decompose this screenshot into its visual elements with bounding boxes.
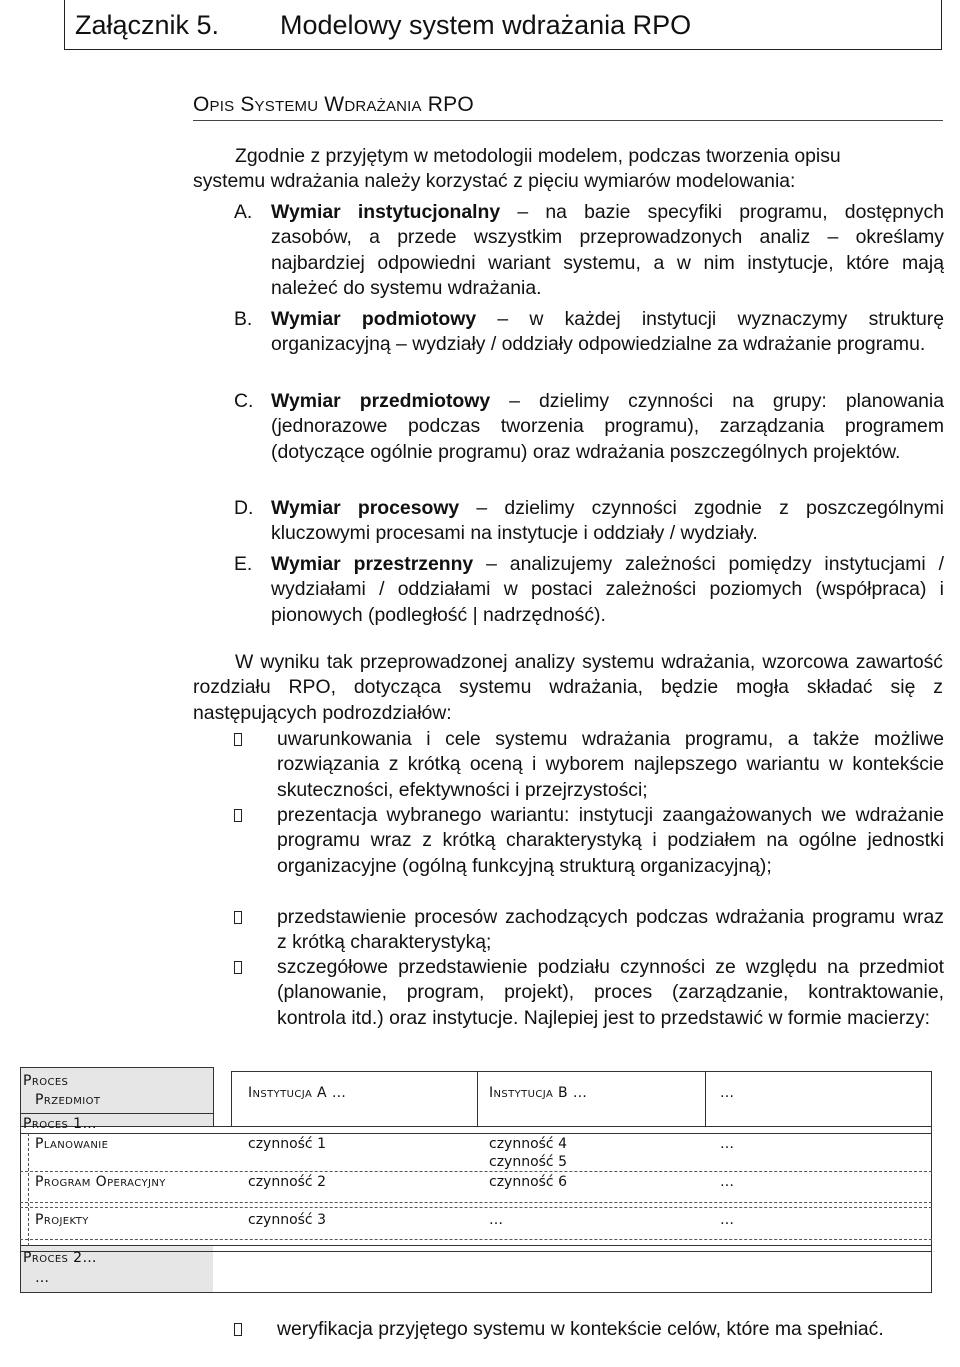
- matrix-cell: czynność 2: [248, 1174, 326, 1190]
- matrix-cell: …: [720, 1136, 734, 1152]
- dimension-text: – dzielimy czynności zgodnie z poszczególnymi kluczowymi procesami na instytucje i oddziały / wydziały.: [271, 497, 944, 545]
- matrix-col-institution-b: Instytucja B …: [489, 1085, 588, 1101]
- matrix-row-program: Program Operacyjny: [35, 1174, 166, 1190]
- matrix-divider: [213, 1067, 214, 1127]
- bullet-text: przedstawienie procesów zachodzących podczas wdrażania programu wraz z krótką charakterystyką;: [277, 906, 944, 954]
- bullet-item-final: [234, 1317, 944, 1342]
- matrix-row-planning: Planowanie: [35, 1136, 109, 1152]
- matrix-process-more: …: [35, 1270, 49, 1286]
- appendix-title-box: [64, 0, 942, 50]
- matrix-row-divider: [20, 1239, 932, 1240]
- matrix-divider: [20, 1245, 932, 1246]
- bullet-text: prezentacja wybranego wariantu: instytucji zaangażowanych we wdrażanie programu wraz z krótką charakterystyką i podziałem na ogólne jednostki organizacyjne (ogólną funkcyjną strukturą organizacyjną);: [277, 804, 944, 877]
- matrix-border: [20, 1067, 213, 1068]
- matrix-divider: [20, 1251, 932, 1252]
- bullet-marker-icon: [234, 809, 242, 822]
- matrix-process-1: Proces 1…: [23, 1116, 97, 1132]
- dimension-name: Wymiar przedmiotowy: [271, 390, 491, 412]
- matrix-divider: [20, 1126, 932, 1127]
- intro-paragraph: [193, 144, 943, 195]
- bullet-item: [234, 905, 944, 956]
- matrix-process-2: Proces 2…: [23, 1250, 97, 1266]
- result-paragraph: W wyniku tak przeprowadzonej analizy systemu wdrażania, wzorcowa zawartość rozdziału RPO, dotycząca systemu wdrażania, będzie mogła składać się z następujących podrozdziałów:: [193, 651, 943, 724]
- matrix-divider: [20, 1133, 932, 1134]
- dimension-name: Wymiar procesowy: [271, 497, 460, 519]
- matrix-cell: czynność 1: [248, 1136, 326, 1152]
- dimension-text: – na bazie specyfiki programu, dostępnych zasobów, a przede wszystkim przeprowadzonych analiz – określamy najbardziej odpowiedni wariant systemu, a w nim instytucje, które mają należeć do systemu wdrażania.: [271, 201, 944, 300]
- matrix-cell: czynność 4: [489, 1136, 567, 1152]
- matrix-row-projects: Projekty: [35, 1212, 89, 1228]
- dimension-text: – analizujemy zależności pomiędzy instytucjami / wydziałami / oddziałami w postaci zależności poziomych (współpraca) i pionowych (podległość | nadrzędność).: [271, 553, 944, 626]
- appendix-number: Załącznik 5.: [75, 10, 220, 40]
- matrix-indent-line: [28, 1133, 29, 1246]
- matrix-divider: [705, 1071, 706, 1127]
- matrix-row-divider: [20, 1171, 932, 1172]
- matrix-cell: czynność 5: [489, 1154, 567, 1170]
- matrix-divider: [20, 1113, 213, 1114]
- matrix-border: [20, 1292, 932, 1293]
- matrix-corner-subject: Przedmiot: [35, 1092, 101, 1108]
- dimension-letter: C.: [234, 390, 254, 412]
- matrix-cell: czynność 3: [248, 1212, 326, 1228]
- matrix-border: [20, 1067, 21, 1293]
- section-title: Opis Systemu Wdrażania RPO: [193, 93, 943, 121]
- matrix-border: [931, 1071, 932, 1293]
- intro-line-2: systemu wdrażania należy korzystać z pięciu wymiarów modelowania:: [193, 170, 796, 193]
- bullet-marker-icon: [234, 1323, 242, 1336]
- matrix-cell: czynność 6: [489, 1174, 567, 1190]
- matrix-corner-process: Proces: [23, 1073, 69, 1089]
- bullet-item: [234, 955, 944, 1031]
- dimension-item-c: [234, 389, 944, 465]
- dimension-letter: E.: [234, 553, 253, 575]
- bullet-marker-icon: [234, 733, 242, 746]
- dimension-letter: B.: [234, 308, 253, 330]
- dimension-text: – w każdej instytucji wyznaczymy strukturę organizacyjną – wydziały / oddziały odpowiedzialne za wdrażanie programu.: [271, 308, 945, 356]
- bullet-item: [234, 803, 944, 879]
- bullet-item: [234, 727, 944, 803]
- dimension-letter: D.: [234, 497, 254, 519]
- matrix-divider: [477, 1071, 478, 1127]
- dimension-item-e: [234, 552, 944, 628]
- matrix-divider: [231, 1071, 232, 1127]
- dimension-name: Wymiar przestrzenny: [271, 553, 474, 575]
- dimension-name: Wymiar instytucjonalny: [271, 201, 501, 223]
- dimension-letter: A.: [234, 201, 253, 223]
- dimension-item-d: [234, 496, 944, 547]
- bullet-text: uwarunkowania i cele systemu wdrażania programu, a także możliwe rozwiązania z krótką oceną i wyborem najlepszego wariantu w kontekście skuteczności, efektywności i przejrzystości;: [277, 728, 944, 801]
- bullet-marker-icon: [234, 961, 242, 974]
- dimension-item-a: [234, 200, 944, 302]
- bullet-text: weryfikacja przyjętego systemu w kontekście celów, które ma spełniać.: [277, 1318, 884, 1340]
- matrix-border: [231, 1071, 932, 1072]
- responsibility-matrix: [20, 1067, 932, 1293]
- appendix-title: Modelowy system wdrażania RPO: [280, 10, 692, 40]
- dimension-name: Wymiar podmiotowy: [271, 308, 477, 330]
- matrix-col-institution-a: Instytucja A …: [248, 1085, 347, 1101]
- dimension-text: – dzielimy czynności na grupy: planowania (jednorazowe podczas tworzenia programu), zarządzania programem (dotyczące ogólnie programu) oraz wdrażania poszczególnych projektów.: [271, 390, 944, 463]
- bullet-text: szczegółowe przedstawienie podziału czynności ze względu na przedmiot (planowanie, program, projekt), proces (zarządzanie, kontraktowanie, kontrola itd.) oraz instytucje. Najlepiej jest to przedstawić w formie macierzy:: [277, 956, 944, 1029]
- intro-line-1: Zgodnie z przyjętym w metodologii modelem, podczas tworzenia opisu: [235, 145, 841, 167]
- matrix-col-more: …: [720, 1085, 734, 1101]
- matrix-cell: …: [720, 1212, 734, 1228]
- matrix-row-divider: [20, 1202, 932, 1203]
- bullet-marker-icon: [234, 911, 242, 924]
- matrix-cell: …: [720, 1174, 734, 1190]
- matrix-row-divider: [20, 1207, 932, 1208]
- dimension-item-b: [234, 307, 944, 358]
- matrix-cell: …: [489, 1212, 503, 1228]
